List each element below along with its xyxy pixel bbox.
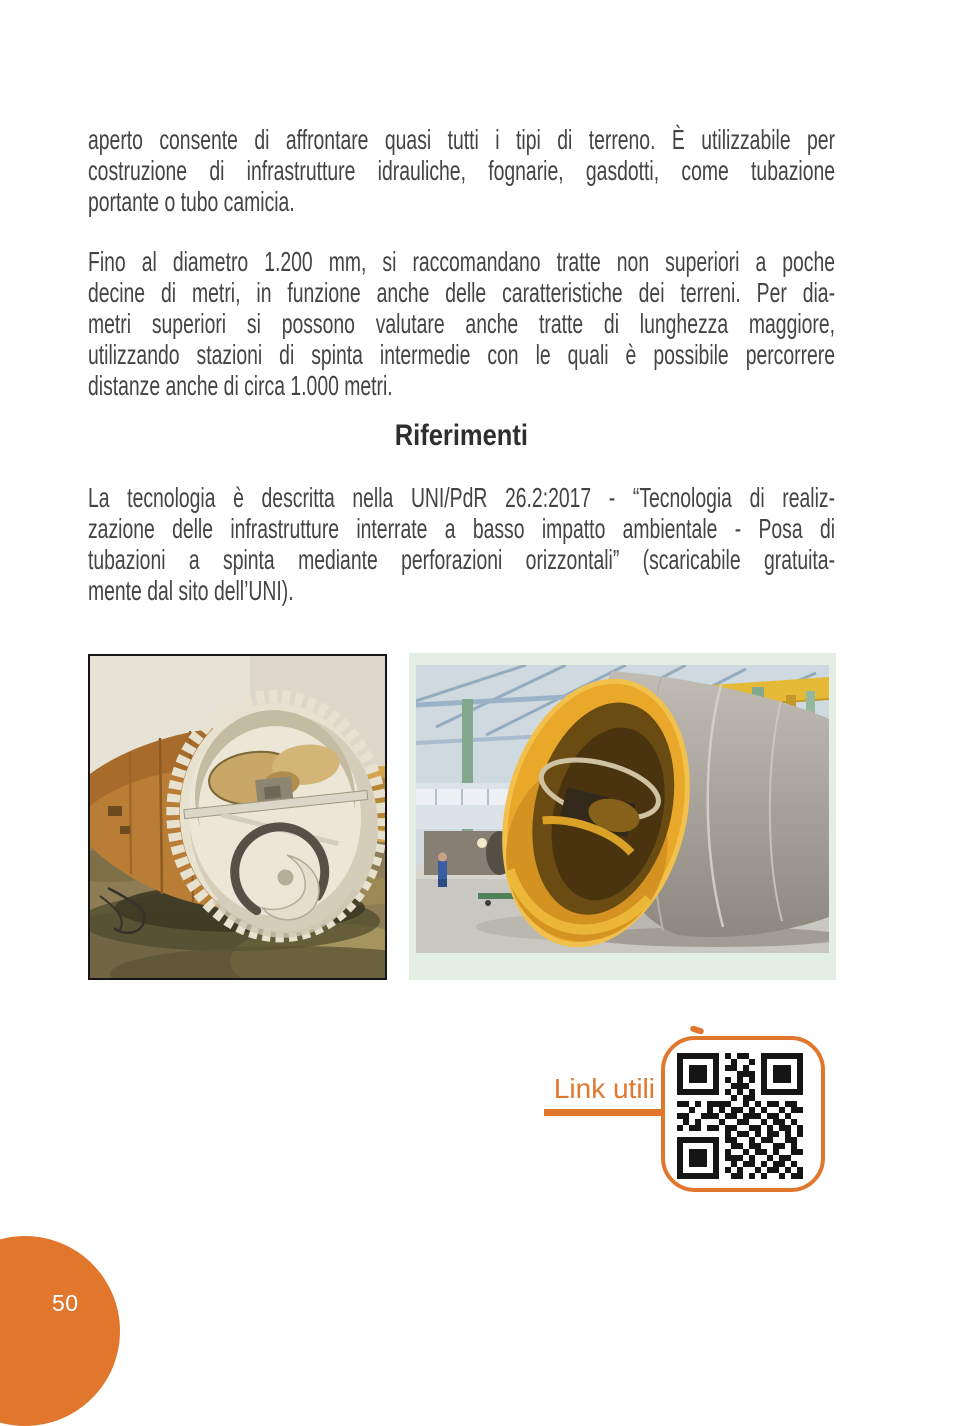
- text-line: utilizzando stazioni di spinta intermedie con le quali è possibile percorrere: [88, 339, 836, 370]
- text-line: costruzione di infrastrutture idrauliche, fognarie, gasdotti, come tubazione: [88, 155, 836, 186]
- text-line: metri superiori si possono valutare anche tratte di lunghezza maggiore,: [88, 308, 836, 339]
- photo-pipe-cutting-head: [88, 654, 387, 980]
- section-heading-text: Riferimenti: [394, 419, 529, 452]
- text-line: decine di metri, in funzione anche delle caratteristiche dei terreni. Per dia-: [88, 277, 836, 308]
- text-line: distanze anche di circa 1.000 metri.: [88, 370, 393, 401]
- photo-pipe-cutting-head-image: [90, 656, 385, 978]
- text-line: mente dal sito dell’UNI).: [88, 575, 294, 606]
- section-heading: [88, 419, 835, 453]
- qr-frame-notch: [689, 1025, 704, 1035]
- text-line: portante o tubo camicia.: [88, 186, 295, 217]
- text-line: La tecnologia è descritta nella UNI/PdR 26.2:2017 - “Tecnologia di realiz-: [88, 482, 836, 513]
- text-line: tubazioni a spinta mediante perforazioni orizzontali” (scaricabile gratuita-: [88, 544, 836, 575]
- photo-jacking-pipe-workshop-image: [416, 665, 829, 953]
- paragraph-references: [88, 482, 835, 606]
- paragraph-intro: [88, 124, 835, 217]
- text-line: zazione delle infrastrutture interrate a basso impatto ambientale - Posa di: [88, 513, 836, 544]
- page-number: 50: [52, 1290, 79, 1316]
- link-utili-label[interactable]: Link utili: [553, 1073, 655, 1104]
- photo-jacking-pipe-workshop: [409, 653, 836, 980]
- link-utili-underline: [544, 1109, 668, 1116]
- text-line: aperto consente di affrontare quasi tutti i tipi di terreno. È utilizzabile per: [88, 124, 836, 155]
- qr-code-icon[interactable]: [677, 1053, 803, 1179]
- text-line: Fino al diametro 1.200 mm, si raccomandano tratte non superiori a poche: [88, 246, 836, 277]
- paragraph-diameters: [88, 246, 835, 401]
- page-number-badge: [0, 1236, 120, 1426]
